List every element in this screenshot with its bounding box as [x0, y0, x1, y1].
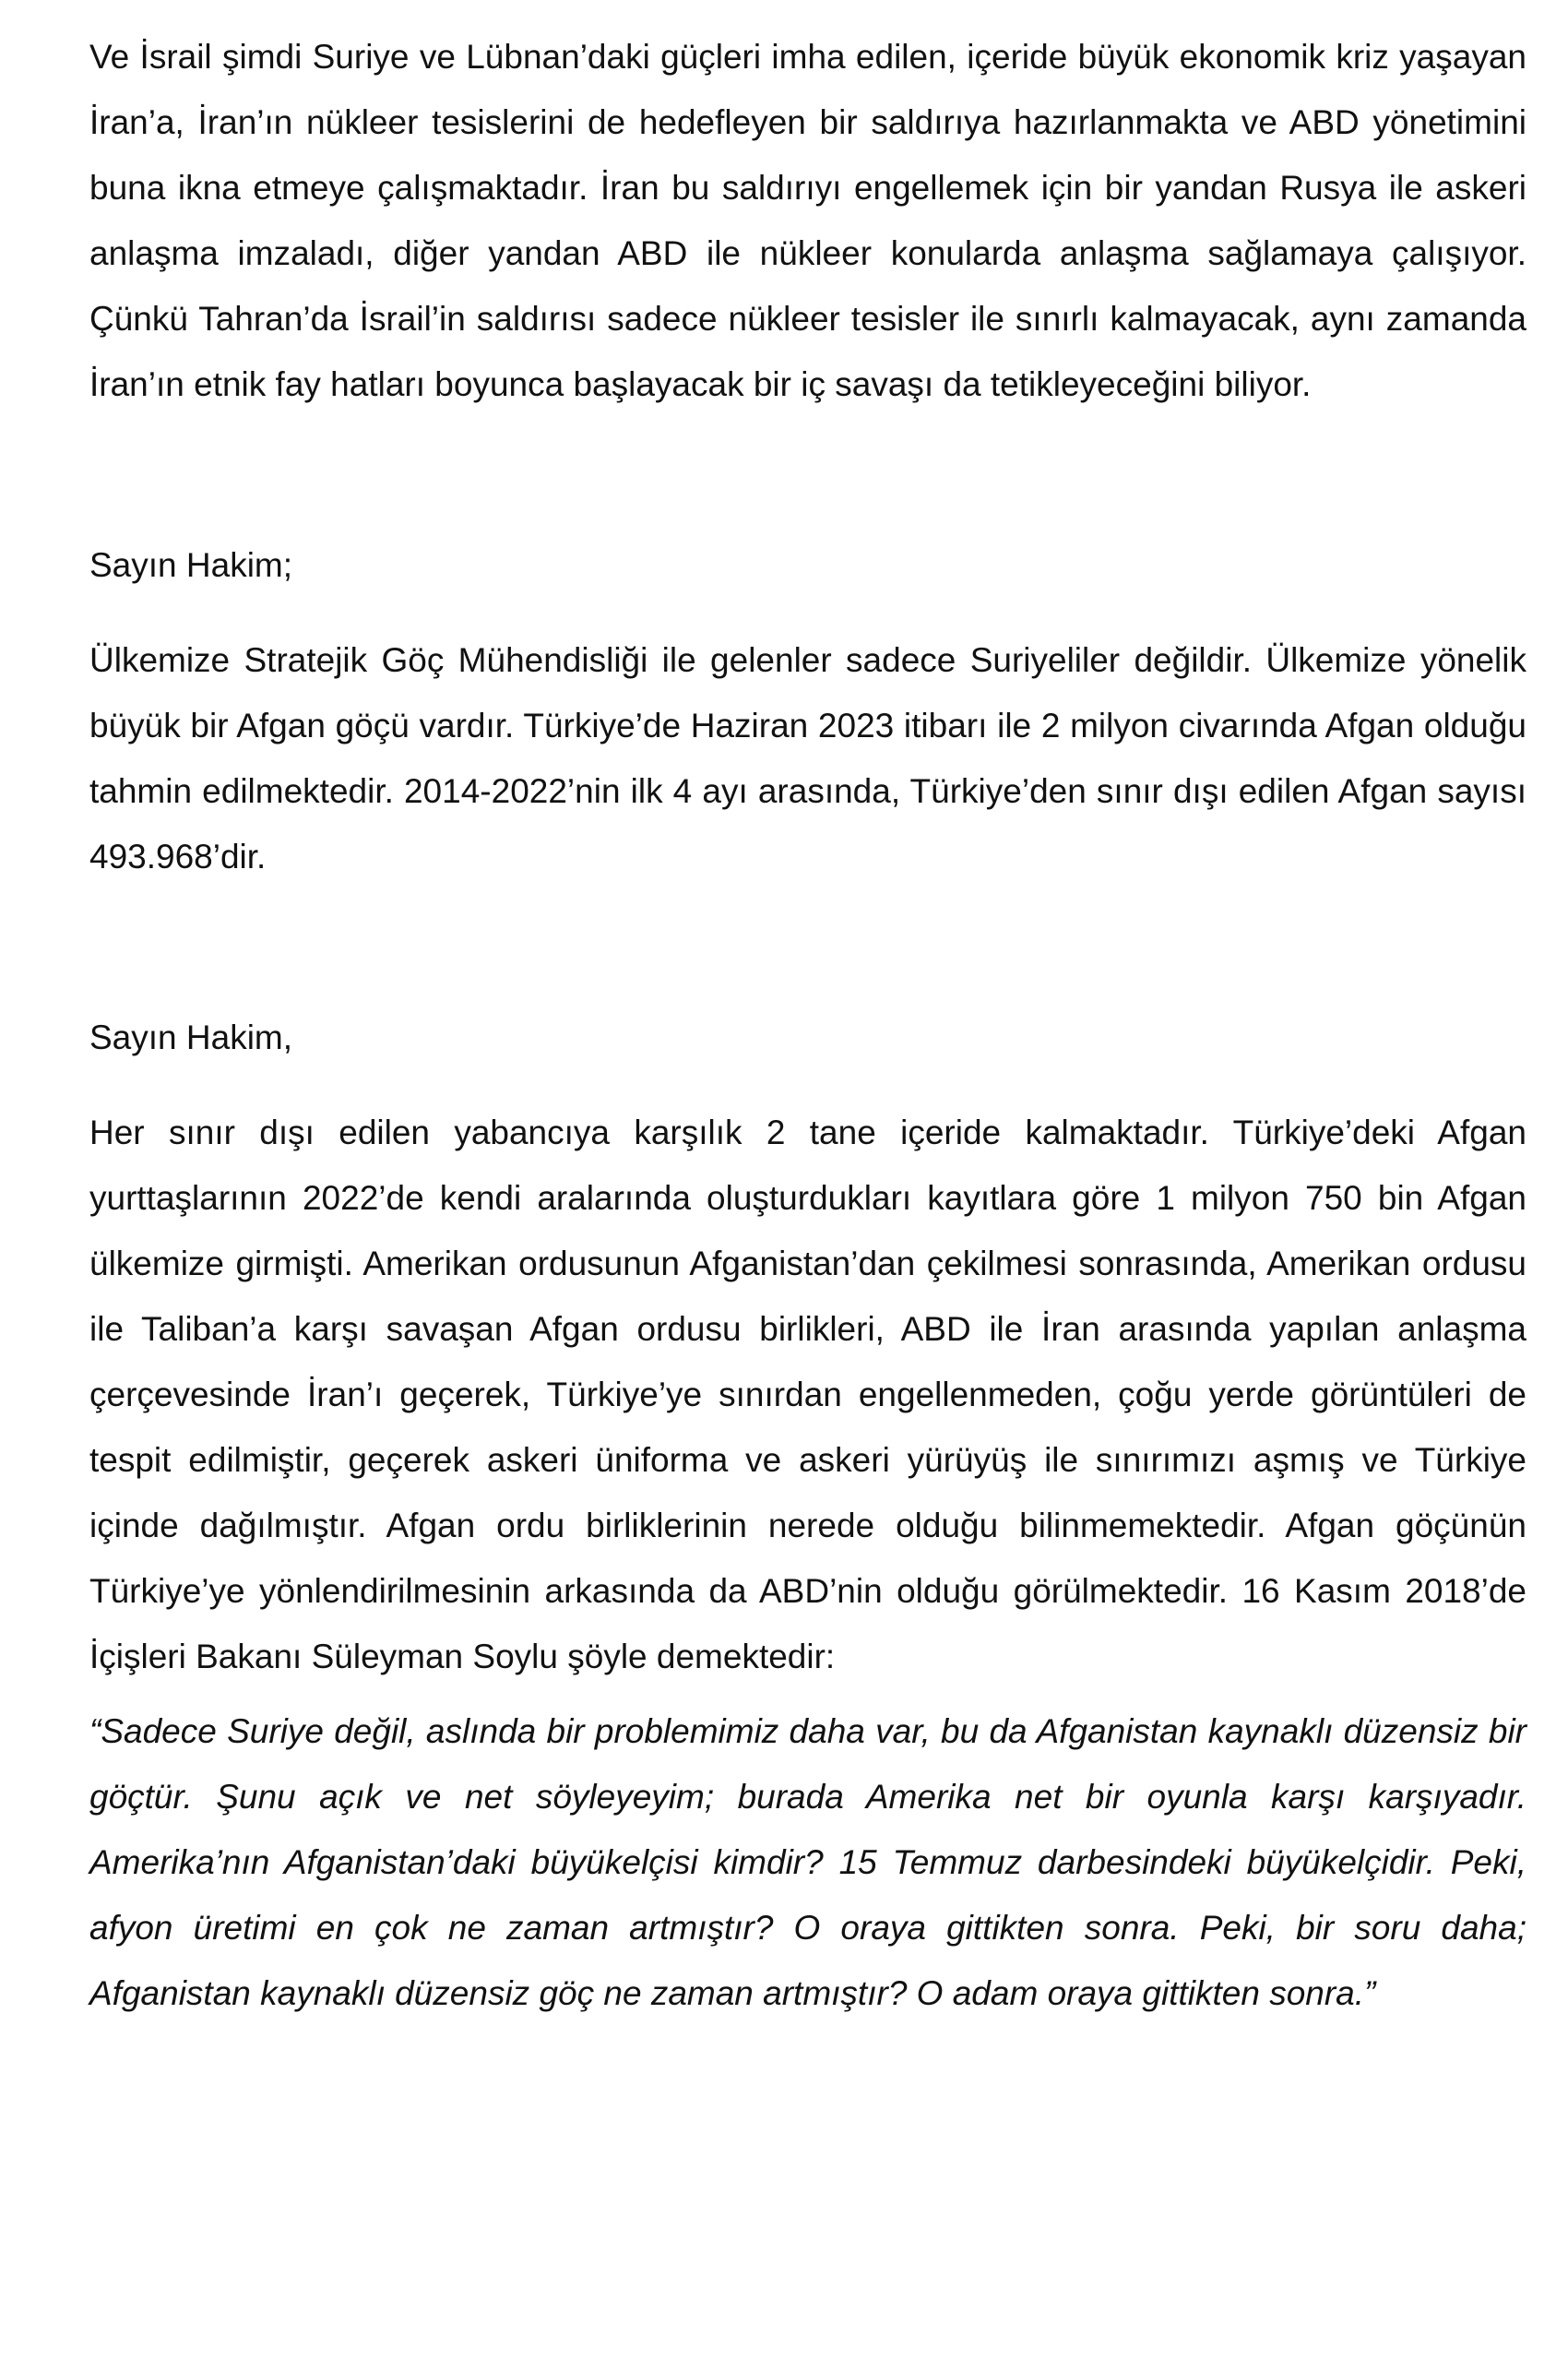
greeting-second: Sayın Hakim, [89, 1019, 293, 1056]
quote-soylu: “Sadece Suriye değil, aslında bir problemimiz daha var, bu da Afganistan kaynaklı düzensiz bir göçtür. Şunu açık ve net söyleyeyim; burada Amerika net bir oyunla karşı karşıyadır. Amerika’nın Afganistan’daki büyükelçisi kimdir? 15 Temmuz darbesindeki büyükelçidir. Peki, afyon üretimi en çok ne zaman artmıştır? O oraya gittikten sonra. Peki, bir soru daha; Afganistan kaynaklı düzensiz göç ne zaman artmıştır? O adam oraya gittikten sonra.” [89, 1712, 1526, 2012]
greeting-first: Sayın Hakim; [89, 546, 293, 584]
paragraph-israel-iran: Ve İsrail şimdi Suriye ve Lübnan’daki güçleri imha edilen, içeride büyük ekonomik kriz yaşayan İran’a, İran’ın nükleer tesislerini de hedefleyen bir saldırıya hazırlanmakta ve ABD yönetimini buna ikna etmeye çalışmaktadır. İran bu saldırıyı engellemek için bir yandan Rusya ile askeri anlaşma imzaladı, diğer yandan ABD ile nükleer konularda anlaşma sağlamaya çalışıyor. Çünkü Tahran’da İsrail’in saldırısı sadece nükleer tesisler ile sınırlı kalmayacak, aynı zamanda İran’ın etnik fay hatları boyunca başlayacak bir iç savaşı da tetikleyeceğini biliyor. [89, 38, 1526, 403]
document-page [89, 24, 1526, 2026]
paragraph-deportations: Her sınır dışı edilen yabancıya karşılık 2 tane içeride kalmaktadır. Türkiye’deki Afgan yurttaşlarının 2022’de kendi aralarında oluşturdukları kayıtlara göre 1 milyon 750 bin Afgan ülkemize girmişti. Amerikan ordusunun Afganistan’dan çekilmesi sonrasında, Amerikan ordusu ile Taliban’a karşı savaşan Afgan ordusu birlikleri, ABD ile İran arasında yapılan anlaşma çerçevesinde İran’ı geçerek, Türkiye’ye sınırdan engellenmeden, çoğu yerde görüntüleri de tespit edilmiştir, geçerek askeri üniforma ve askeri yürüyüş ile sınırımızı aşmış ve Türkiye içinde dağılmıştır. Afgan ordu birliklerinin nerede olduğu bilinmemektedir. Afgan göçünün Türkiye’ye yönlendirilmesinin arkasında da ABD’nin olduğu görülmektedir. 16 Kasım 2018’de İçişleri Bakanı Süleyman Soylu şöyle demektedir: [89, 1114, 1526, 1675]
paragraph-afghan-migration: Ülkemize Stratejik Göç Mühendisliği ile gelenler sadece Suriyeliler değildir. Ülkemize yönelik büyük bir Afgan göçü vardır. Türkiye’de Haziran 2023 itibarı ile 2 milyon civarında Afgan olduğu tahmin edilmektedir. 2014-2022’nin ilk 4 ayı arasında, Türkiye’den sınır dışı edilen Afgan sayısı 493.968’dir. [89, 641, 1526, 876]
